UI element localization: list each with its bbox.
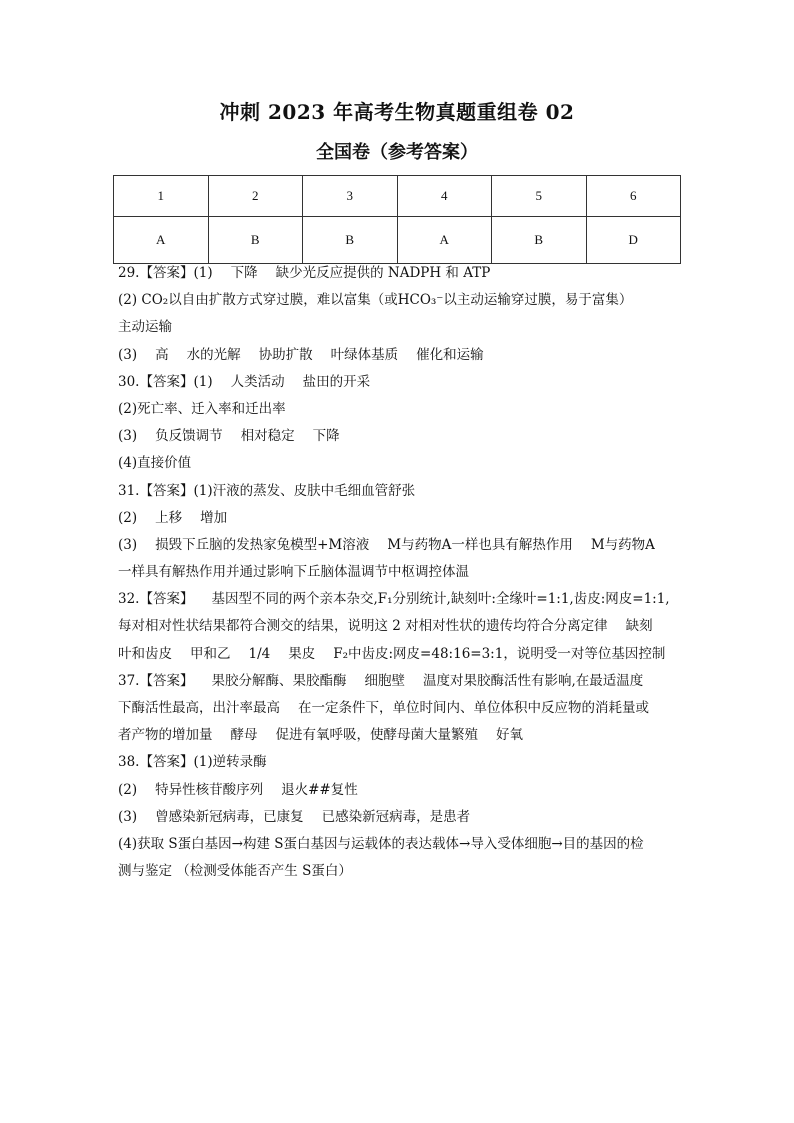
answer-cell: D <box>586 217 681 264</box>
answer-text: (2) <box>118 509 138 526</box>
answer-text: 负反馈调节 <box>155 428 223 445</box>
answer-line <box>118 260 684 287</box>
answer-text: 果皮 <box>288 645 316 662</box>
answer-line <box>118 695 684 722</box>
answer-cell: A <box>397 217 492 264</box>
answer-table <box>113 175 681 264</box>
answer-text: 已感染新冠病毒，是患者 <box>321 808 471 825</box>
answer-text: (3) <box>118 428 138 445</box>
answer-line <box>118 423 684 450</box>
answer-text: (3) <box>118 536 138 553</box>
answer-text: (4)直接价值 <box>118 455 192 472</box>
answer-text: M与药物A一样也具有解热作用 <box>387 536 573 553</box>
answer-row <box>114 217 681 264</box>
question-number-row <box>114 176 681 217</box>
answer-text: 温度对果胶酶活性有影响,在最适温度 <box>422 672 644 689</box>
answer-text: 31.【答案】(1)汗液的蒸发、皮肤中毛细血管舒张 <box>118 482 416 499</box>
answer-text: (2) CO₂以自由扩散方式穿过膜，难以富集（或HCO₃⁻以主动运输穿过膜，易于富集） <box>118 292 633 309</box>
answer-line <box>118 858 684 885</box>
answer-cell: B <box>208 217 303 264</box>
answer-line <box>118 287 684 314</box>
answer-line <box>118 777 684 804</box>
answer-text: 相对稳定 <box>240 428 295 445</box>
answer-text: 协助扩散 <box>258 346 313 363</box>
answer-text: 38.【答案】(1)逆转录酶 <box>118 754 267 771</box>
answer-line <box>118 342 684 369</box>
answer-cell: B <box>303 217 398 264</box>
answer-text: 主动运输 <box>118 319 172 336</box>
answer-text: 在一定条件下，单位时间内、单位体积中反应物的消耗量或 <box>298 700 649 716</box>
answer-line <box>118 613 684 640</box>
answer-line <box>118 505 684 532</box>
question-number-cell: 6 <box>586 176 681 217</box>
question-number-cell: 3 <box>303 176 398 217</box>
answer-text: 水的光解 <box>186 346 241 363</box>
answer-text: 一样具有解热作用并通过影响下丘脑体温调节中枢调控体温 <box>118 564 469 581</box>
answer-text: 缺少光反应提供的 NADPH 和 ATP <box>275 265 491 281</box>
answer-text: (4)获取 S蛋白基因→构建 S蛋白基因与运载体的表达载体→导入受体细胞→目的基因的检 <box>118 835 644 852</box>
question-number-cell: 2 <box>208 176 303 217</box>
answer-text: 29.【答案】(1) <box>118 265 213 281</box>
answer-text: 损毁下丘脑的发热家兔模型+M溶液 <box>155 536 370 553</box>
answer-text: 下酶活性最高，出汁率最高 <box>118 700 280 716</box>
answer-text: 果胶分解酶、果胶酯酶 <box>211 672 347 689</box>
answer-text: 下降 <box>312 428 340 445</box>
answer-text: 细胞壁 <box>364 672 405 689</box>
answer-text: 人类活动 <box>230 373 285 390</box>
answer-line <box>118 804 684 831</box>
answer-text: 酵母 <box>230 727 258 744</box>
answer-line <box>118 478 684 505</box>
answer-text: 测与鉴定 （检测受体能否产生 S蛋白） <box>118 863 352 880</box>
answer-text: 者产物的增加量 <box>118 727 213 744</box>
answer-line <box>118 396 684 423</box>
answer-text: 好氧 <box>496 727 523 744</box>
answer-text: (2) <box>118 781 138 798</box>
answer-line <box>118 314 684 341</box>
answer-text: 促进有氧呼吸，使酵母菌大量繁殖 <box>275 727 478 744</box>
answer-line <box>118 559 684 586</box>
answer-cell: A <box>114 217 209 264</box>
answer-text: M与药物A <box>590 536 655 553</box>
answer-text: 高 <box>155 346 169 363</box>
answer-text: 叶绿体基质 <box>330 346 399 363</box>
answer-line <box>118 586 684 613</box>
answer-text: (3) <box>118 808 138 825</box>
answer-line <box>118 749 684 776</box>
answer-text: 特异性核苷酸序列 <box>155 781 264 798</box>
answer-text: 30.【答案】(1) <box>118 373 213 390</box>
answer-text: 上移 <box>155 509 183 526</box>
answer-text: 增加 <box>200 509 228 526</box>
answer-line <box>118 369 684 396</box>
answer-text: 退火##复性 <box>281 781 358 798</box>
answer-line <box>118 722 684 749</box>
answer-text: 32.【答案】 <box>118 591 194 608</box>
answer-text: 基因型不同的两个亲本杂交,F₁分别统计,缺刻叶:全缘叶=1:1,齿皮:网皮=1:1, <box>211 591 670 608</box>
answer-line <box>118 532 684 559</box>
answer-text: 盐田的开采 <box>302 373 371 390</box>
answer-text: 叶和齿皮 <box>118 645 172 662</box>
answer-text: F₂中齿皮:网皮=48:16=3:1，说明受一对等位基因控制 <box>333 645 666 662</box>
answer-text: 催化和运输 <box>416 346 484 363</box>
answer-cell: B <box>492 217 587 264</box>
answer-line <box>118 668 684 695</box>
answer-line <box>118 831 684 858</box>
answer-line <box>118 450 684 477</box>
answer-text: 下降 <box>230 265 258 281</box>
answer-text: 每对相对性状结果都符合测交的结果，说明这 2 对相对性状的遗传均符合分离定律 <box>118 618 608 635</box>
answer-explanations <box>118 260 684 885</box>
question-number-cell: 5 <box>492 176 587 217</box>
answer-line <box>118 641 684 668</box>
question-number-cell: 1 <box>114 176 209 217</box>
answer-text: 1/4 <box>248 645 271 662</box>
question-number-cell: 4 <box>397 176 492 217</box>
page-subtitle: 全国卷（参考答案） <box>316 142 478 163</box>
page-title: 冲刺 2023 年高考生物真题重组卷 02 <box>219 100 575 124</box>
answer-text: 曾感染新冠病毒，已康复 <box>155 808 304 825</box>
answer-text: 缺刻 <box>625 618 653 635</box>
answer-text: (2)死亡率、迁入率和迁出率 <box>118 400 286 417</box>
answer-text: (3) <box>118 346 138 363</box>
answer-text: 甲和乙 <box>190 645 231 662</box>
answer-text: 37.【答案】 <box>118 672 194 689</box>
